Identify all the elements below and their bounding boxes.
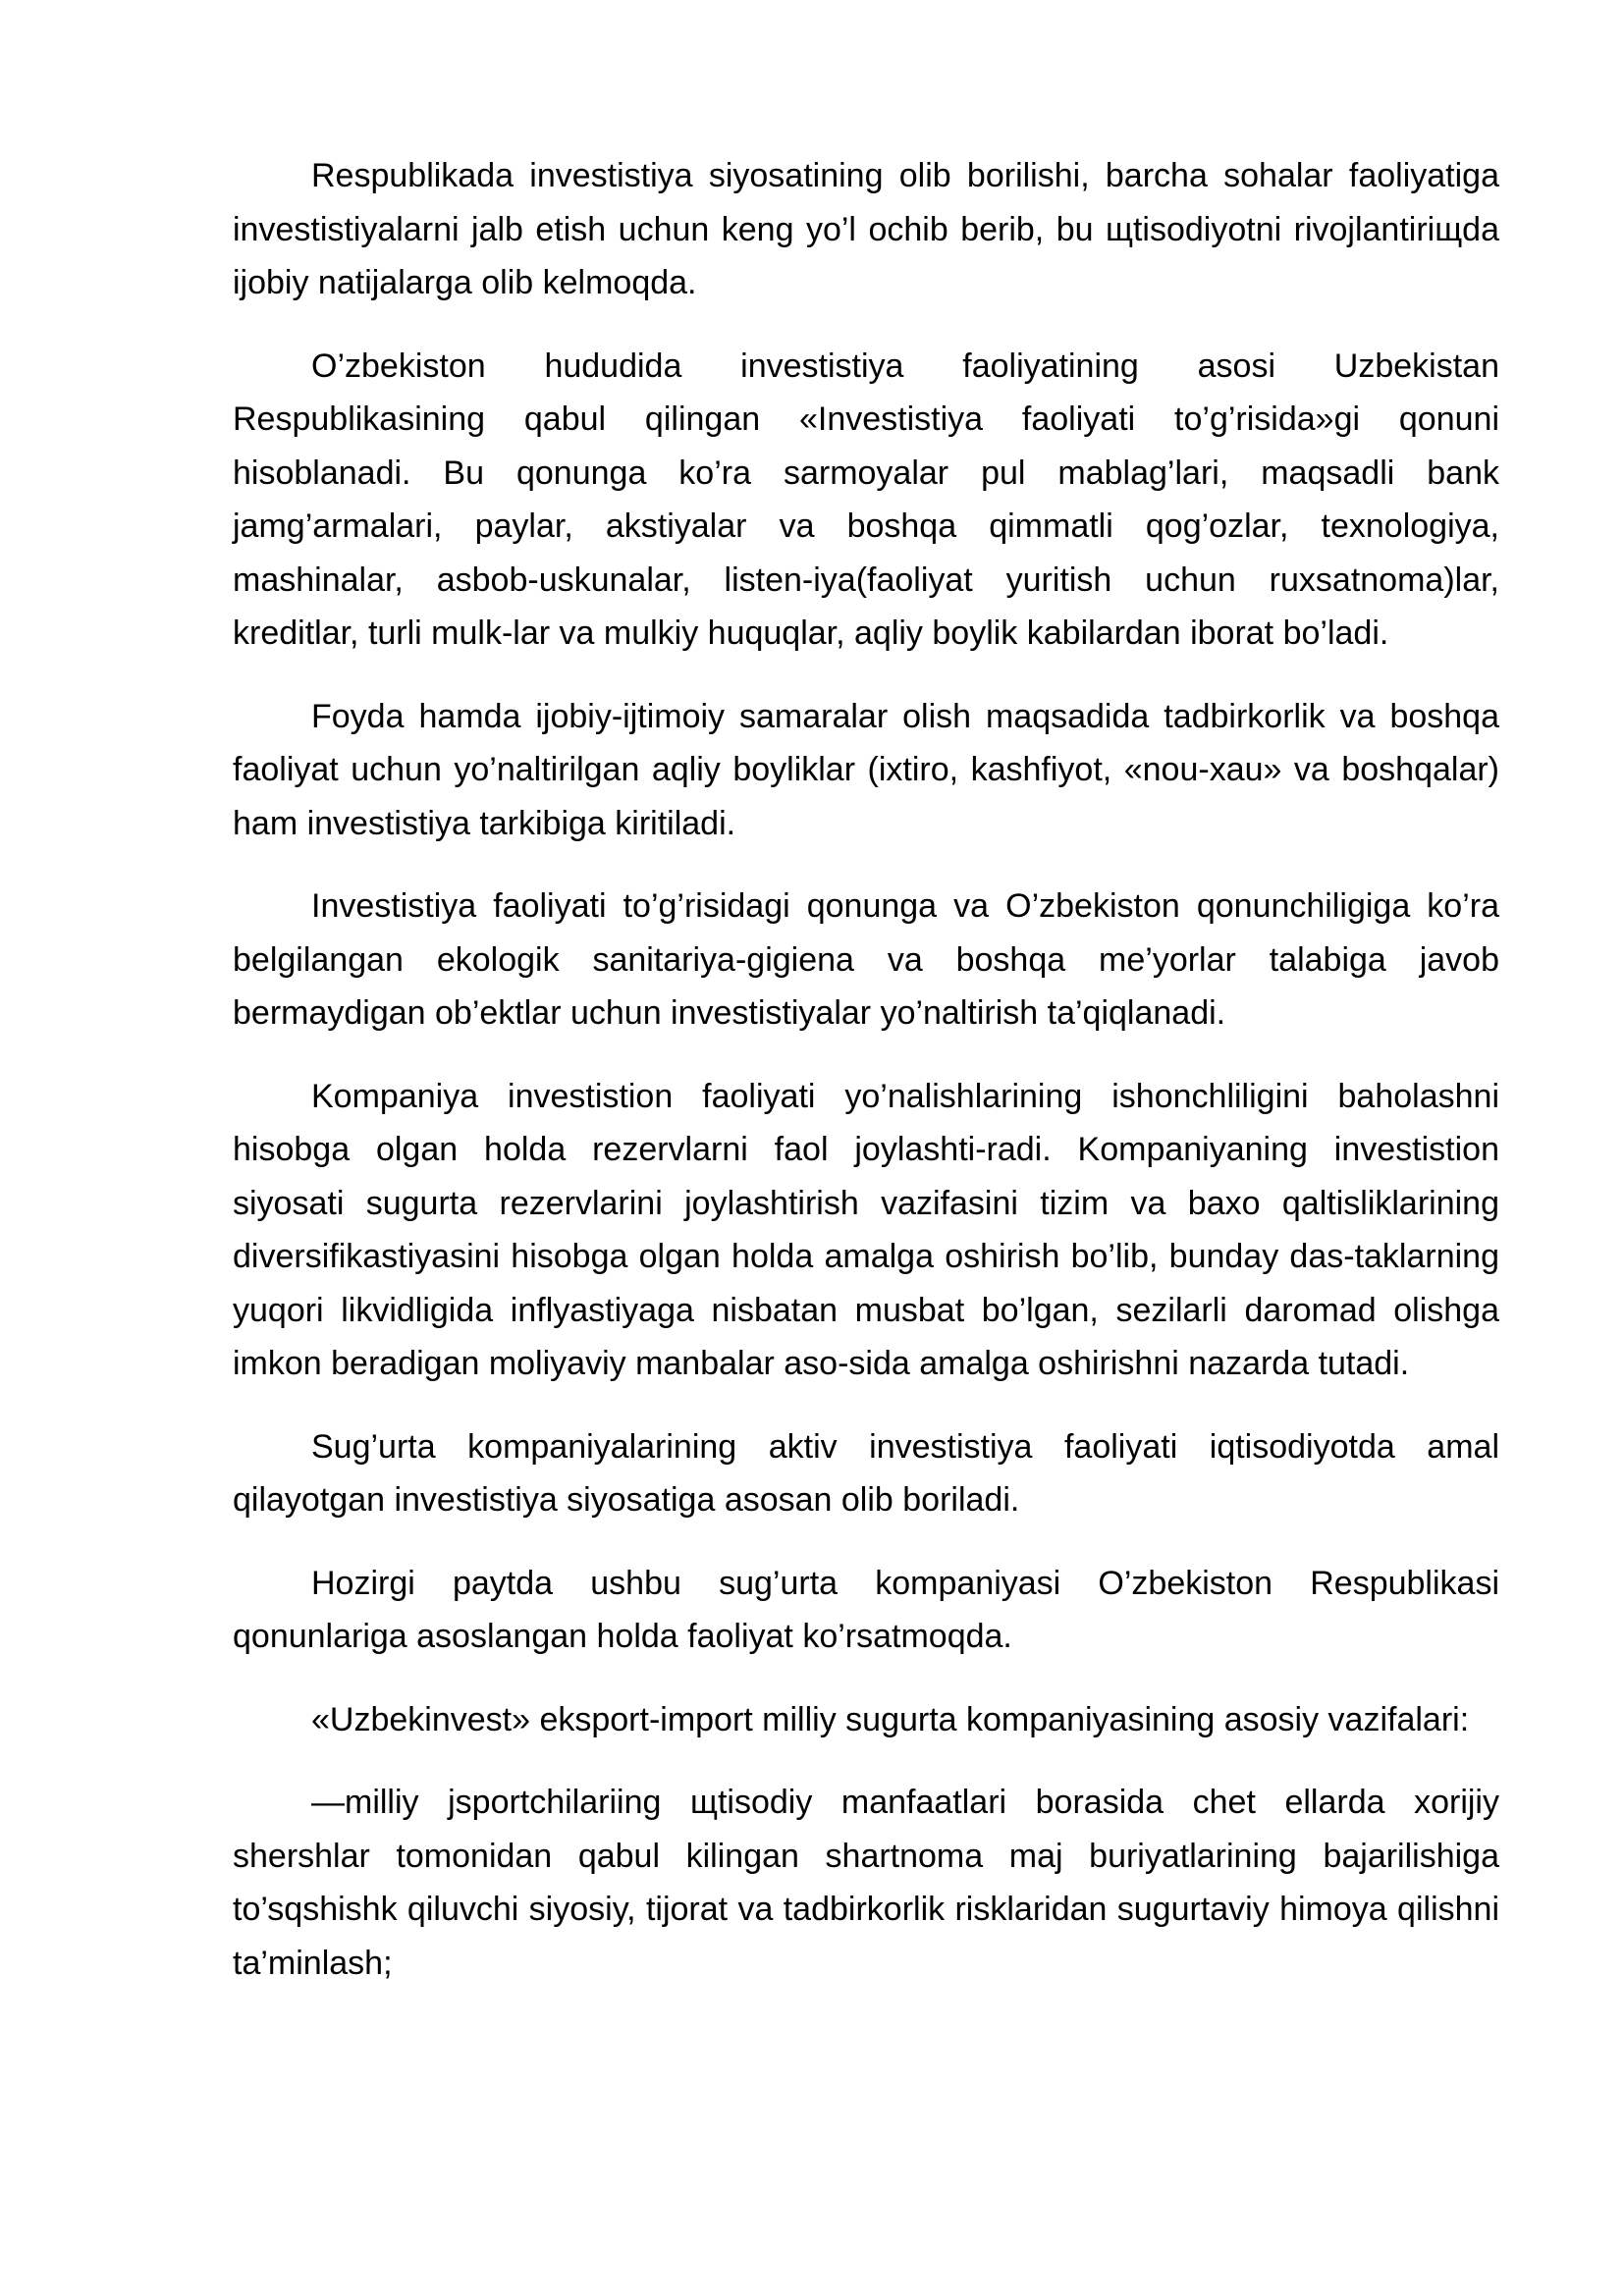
document-page <box>233 149 1499 2019</box>
paragraph-investment-policy: Respublikada investistiya siyosatining olib borilishi, barcha sohalar faoliyatiga investistiyalarni jalb etish uchun keng yo’l ochib berib, bu щtisodiyotni rivojlantiriщda ijobiy natijalarga olib kelmoqda. <box>233 157 1499 301</box>
paragraph-uzbekinvest-tasks: «Uzbekinvest» eksport-import milliy sugurta kompaniyasining asosiy vazifalari: <box>311 1700 1470 1738</box>
paragraph-investment-law: O’zbekiston hududida investistiya faoliyatining asosi Uzbekistan Respublikasining qabul qilingan «Investistiya faoliyati to’g’risida»gi qonuni hisoblanadi. Bu qonunga ko’ra sarmoyalar pul mablag’lari, maqsadli bank jamg’armalari, paylar, akstiyalar va boshqa qimmatli qog’ozlar, texnologiya, mashinalar, asbob-uskunalar, listen-iya(faoliyat yuritish uchun ruxsatnoma)lar, kreditlar, turli mulk-lar va mulkiy huquqlar, aqliy boylik kabilardan iborat bo’ladi. <box>233 347 1499 652</box>
paragraph-intellectual-property: Foyda hamda ijobiy-ijtimoiy samaralar olish maqsadida tadbirkorlik va boshqa faoliyat uchun yo’naltirilgan aqliy boyliklar (ixtiro, kashfiyot, «nou-xau» va boshqalar) ham investistiya tarkibiga kiritiladi. <box>233 697 1499 842</box>
paragraph-insurance-activity: Sug’urta kompaniyalarining aktiv investistiya faoliyati iqtisodiyotda amal qilayotgan investistiya siyosatiga asosan olib boriladi. <box>233 1427 1499 1519</box>
paragraph-current-operations: Hozirgi paytda ushbu sug’urta kompaniyasi O’zbekiston Respublikasi qonunlariga asoslangan holda faoliyat ko’rsatmoqda. <box>233 1564 1499 1655</box>
paragraph-company-reserves: Kompaniya investistion faoliyati yo’nalishlarining ishonchliligini baholashni hisobga olgan holda rezervlarni faol joylashti-radi. Kompaniyaning investistion siyosati sugurta rezervlarini joylashtirish vazifasini tizim va baxo qaltisliklarining diversifikastiyasini hisobga olgan holda amalga oshirish bo’lib, bunday das-taklarning yuqori likvidligida inflyastiyaga nisbatan musbat bo’lgan, sezilarli daromad olishga imkon beradigan moliyaviy manbalar aso-sida amalga oshirishni nazarda tutadi. <box>233 1077 1499 1382</box>
paragraph-task-item-1: —milliy jsportchilariing щtisodiy manfaatlari borasida chet ellarda xorijiy shershlar tomonidan qabul kilingan shartnoma maj buriyatlarining bajarilishiga to’sqshishk qiluvchi siyosiy, tijorat va tadbirkorlik risklaridan sugurtaviy himoya qilishni ta’minlash; <box>233 1784 1499 1982</box>
paragraph-ecological-restrictions: Investistiya faoliyati to’g’risidagi qonunga va O’zbekiston qonunchiligiga ko’ra belgilangan ekologik sanitariya-gigiena va boshqa me’yorlar talabiga javob bermaydigan ob’ektlar uchun investistiyalar yo’naltirish ta’qiqlanadi. <box>233 887 1499 1032</box>
